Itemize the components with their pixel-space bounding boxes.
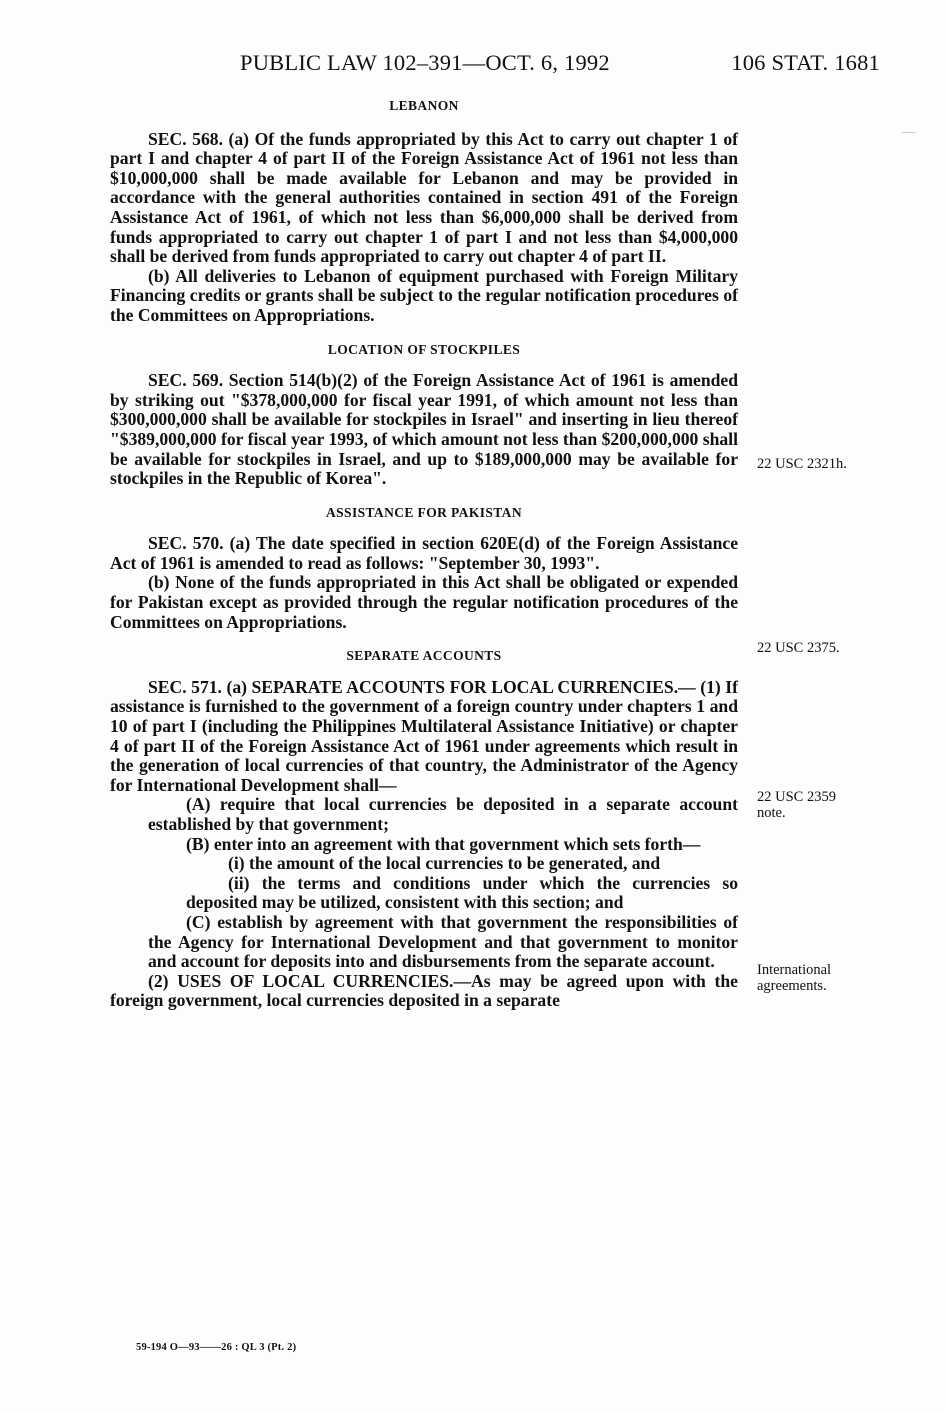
statute-page-number: 106 STAT. 1681 xyxy=(731,50,880,75)
margin-note-22-usc-2321h: 22 USC 2321h. xyxy=(757,456,847,472)
section-heading-stockpiles: LOCATION OF STOCKPILES xyxy=(327,341,521,357)
page-header xyxy=(110,50,880,84)
sec-571-paragraph-2-caption: (2) USES OF LOCAL CURRENCIES.— xyxy=(148,970,472,991)
document-body xyxy=(110,96,738,1011)
sec-571-clause-b-ii: (ii) the terms and conditions under which the currencies so deposited may be utilized, consistent with this section; and xyxy=(186,872,738,913)
sec-570-paragraph-b: (b) None of the funds appropriated in this Act shall be obligated or expended for Pakistan except as provided through the regular notification procedures of the Committees on Appropriations. xyxy=(110,572,738,632)
margin-note-international-agreements: International agreements. xyxy=(757,962,832,994)
sec-569-paragraph: SEC. 569. Section 514(b)(2) of the Foreign Assistance Act of 1961 is amended by striking out "$378,000,000 for fiscal year 1991, of which amount not less than $300,000,000 shall be available for stockpiles in Israel" and inserting in lieu thereof "$389,000,000 for fiscal year 1993, of which amount not less than $200,000,000 shall be available for stockpiles in Israel, and up to $189,000,000 may be available for stockpiles in the Republic of Korea". xyxy=(110,370,738,489)
section-heading-pakistan: ASSISTANCE FOR PAKISTAN xyxy=(326,504,522,520)
page-footer: 59-194 O—93——26 : QL 3 (Pt. 2) xyxy=(136,1342,297,1353)
law-title: PUBLIC LAW 102–391—OCT. 6, 1992 xyxy=(240,50,610,75)
sec-570-paragraph-a: SEC. 570. (a) The date specified in section 620E(d) of the Foreign Assistance Act of 1961 is amended to read as follows: "September 30, 1993". xyxy=(110,533,738,573)
sec-571-clause-b: (B) enter into an agreement with that government which sets forth— xyxy=(186,833,701,854)
margin-note-22-usc-2359: 22 USC 2359 note. xyxy=(757,789,836,821)
sec-568-paragraph-b: (b) All deliveries to Lebanon of equipment purchased with Foreign Military Financing credits or grants shall be subject to the regular notification procedures of the Committees on Appropriations. xyxy=(110,265,738,325)
sec-571-paragraph-2 xyxy=(110,972,738,1011)
margin-note-22-usc-2375: 22 USC 2375. xyxy=(757,640,840,656)
section-heading-separate-accounts: SEPARATE ACCOUNTS xyxy=(346,648,502,664)
margin-mark xyxy=(902,132,916,133)
sec-571-paragraph-2-text: As may be agreed upon with the foreign government, local currencies deposited in a separate xyxy=(110,970,738,1011)
sec-568-paragraph-a: SEC. 568. (a) Of the funds appropriated by this Act to carry out chapter 1 of part I and chapter 4 of part II of the Foreign Assistance Act of 1961 not less than $10,000,000 shall be made available for Lebanon and may be provided in accordance with the general authorities contained in section 491 of the Foreign Assistance Act of 1961, of which not less than $6,000,000 shall be derived from funds appropriated to carry out chapter 1 of part I and not less than $4,000,000 shall be derived from funds appropriated to carry out chapter 4 of part II. xyxy=(110,128,738,267)
sec-571-caption: SEPARATE ACCOUNTS FOR LOCAL CURRENCIES.— xyxy=(251,676,696,697)
sec-571-paragraph-1: (1) If assistance is furnished to the government of a foreign country under chapters 1 and 10 of part I (including the Philippines Multilateral Assistance Initiative) or chapter 4 of part II of the Foreign Assistance Act of 1961 under agreements which result in the generation of local currencies of that country, the Administrator of the Agency for International Development shall— xyxy=(110,676,738,795)
sec-571-lead xyxy=(110,678,738,796)
sec-571-clause-c: (C) establish by agreement with that government the responsibilities of the Agency for International Development and that government to monitor and account for deposits into and disbursements from the separate account. xyxy=(148,911,738,972)
sec-571-clause-b-i: (i) the amount of the local currencies to be generated, and xyxy=(228,853,661,874)
sec-571-clause-a: (A) require that local currencies be deposited in a separate account established by that government; xyxy=(148,794,738,834)
sec-571-number: SEC. 571. (a) xyxy=(148,676,247,697)
section-heading-lebanon: LEBANON xyxy=(389,98,459,113)
